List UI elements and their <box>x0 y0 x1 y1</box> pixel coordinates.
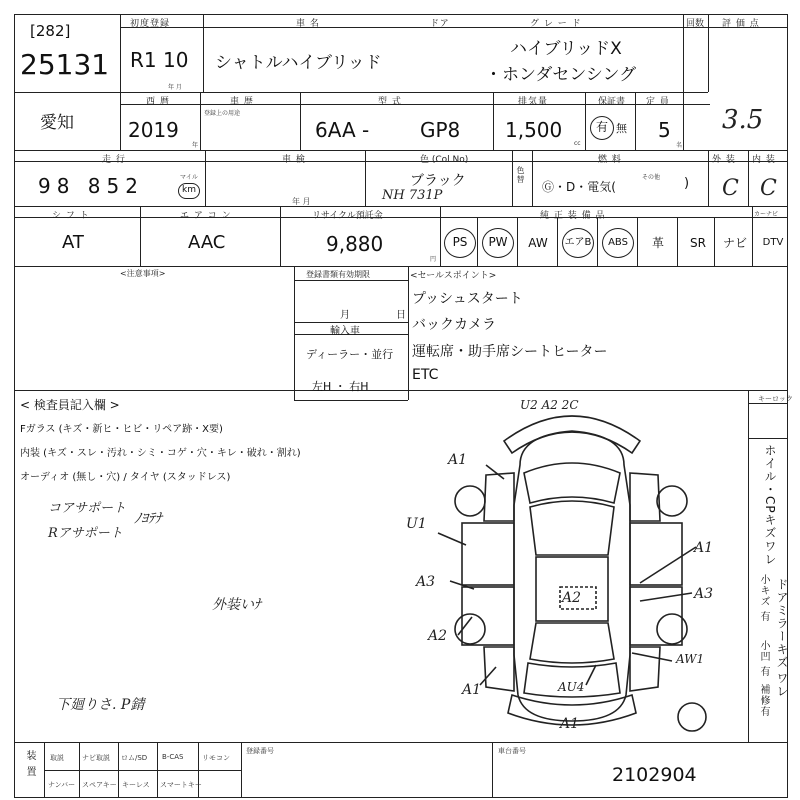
diagram-a3-right: A3 <box>694 586 714 602</box>
caution-label: <注意事項> <box>120 269 166 278</box>
doors-label: ドア <box>430 19 450 29</box>
equipment-pw-1: PW <box>482 228 514 258</box>
label-line-r3 <box>14 161 788 162</box>
diagram-au4: AU4 <box>558 680 585 694</box>
v-r4-e6 <box>677 217 678 266</box>
recycle-label: リサイクル預託金 <box>312 211 383 221</box>
import-label: 輸入車 <box>330 326 360 337</box>
diagram-a2-center: A2 <box>562 590 582 606</box>
regdoc-month: 月 <box>340 310 350 321</box>
ft-item-6: ナンバー <box>48 781 76 789</box>
inspection-label: 車 検 <box>282 155 306 165</box>
equipment-sr-6: SR <box>690 236 706 250</box>
lot-bracket: [282] <box>30 22 71 40</box>
exterior-value: C <box>722 176 739 201</box>
right-front-door <box>630 523 682 585</box>
keylock-legend-3: ドアミラーキズ <box>775 578 789 669</box>
row-line-4 <box>14 266 788 267</box>
inspector-fglass: Fガラス (キズ・新ヒ・ヒビ・リペア跡・X要) <box>20 424 223 435</box>
color-change-label: 色替 <box>516 166 525 184</box>
equipment-aw-2: AW <box>528 236 548 250</box>
mark-a1-front-left <box>486 465 504 479</box>
diagram-a3-left: A3 <box>416 574 436 590</box>
label-line-r4 <box>14 217 788 218</box>
v-r4-e7 <box>714 217 715 266</box>
row-line-3 <box>14 206 788 207</box>
type-code: GP8 <box>420 118 461 142</box>
equipment-abs-4: ABS <box>602 228 634 258</box>
notes-line-4 <box>294 400 408 401</box>
v-r4-a <box>140 206 141 266</box>
inspector-interior: 内装 (キズ・スレ・汚れ・シミ・コゲ・穴・キレ・破れ・割れ) <box>20 448 301 459</box>
keylock-line-2 <box>748 438 788 439</box>
sales-point-2: バックカメラ <box>412 317 496 333</box>
v-r1-d <box>708 14 709 92</box>
equipment-ps-0: PS <box>444 228 476 258</box>
keylock-legend-2: 小キズ 有 <box>758 574 769 623</box>
capacity-value: 5 <box>658 118 671 142</box>
v-r4-e3 <box>557 217 558 266</box>
ft-item-8: キーレス <box>122 781 150 789</box>
v-r4-c <box>440 206 441 266</box>
equipment-label: 純 正 装 備 品 <box>540 211 606 221</box>
inspector-title: < 検査員記入欄 > <box>20 398 120 412</box>
v-r3-a <box>205 150 206 206</box>
rear-window <box>530 623 614 663</box>
color-code: NH 731P <box>382 188 443 203</box>
first-reg-label: 初度登録 <box>130 19 171 29</box>
color-value: ブラック <box>410 173 466 189</box>
v-r4-e1 <box>477 217 478 266</box>
type-label: 型 式 <box>378 97 402 107</box>
ft-item-9: スマートキー <box>160 781 202 789</box>
fuel-options: Ⓖ・D・電気( <box>542 180 616 194</box>
displacement-label: 排気量 <box>518 97 549 107</box>
displacement-unit: cc <box>574 140 581 147</box>
equipment--5: 革 <box>651 236 664 250</box>
mileage-value: 98 852 <box>38 174 144 198</box>
grade-line-2: ・ホンダセンシング <box>485 65 637 85</box>
mark-a3-right <box>640 593 692 601</box>
fuel-label: 燃 料 <box>598 155 622 165</box>
recycle-value: 9,880 <box>326 232 384 256</box>
left-rear-fender <box>484 647 514 691</box>
steering-label: 左H ・ 右H <box>312 380 369 393</box>
owner-region: 愛知 <box>40 113 74 133</box>
v-ft-6 <box>241 742 242 798</box>
inspector-note-4: 外装いﾅ <box>212 597 261 613</box>
capacity-label: 定 員 <box>646 97 670 107</box>
left-front-door <box>462 523 514 585</box>
carnavi-label: カーナビ <box>754 211 779 218</box>
wheel-front-left <box>455 486 485 516</box>
v-r2-b <box>300 92 301 150</box>
sales-point-1: プッシュスタート <box>412 291 523 307</box>
recycle-unit: 円 <box>430 256 437 263</box>
reg-number-label: 登録番号 <box>246 747 274 755</box>
regdoc-day: 日 <box>396 310 406 321</box>
inspector-note-2: Rアサポート <box>48 526 123 541</box>
row-line-2 <box>14 150 788 151</box>
mark-au4 <box>586 665 596 685</box>
chassis-value: 2102904 <box>612 764 697 786</box>
interior-label: 内 装 <box>752 155 776 165</box>
ft-item-5: リモコン <box>202 754 230 762</box>
model-name: シャトルハイブリッド <box>215 53 382 73</box>
regdoc-label: 登録書類有効期限 <box>306 270 370 279</box>
inspection-units: 年 月 <box>292 197 311 206</box>
v-r3-e <box>708 150 709 206</box>
roof <box>536 557 608 621</box>
v-r2-e <box>635 92 636 150</box>
year-label: 西 暦 <box>146 97 170 107</box>
inspector-audio: オーディオ (無し・穴) / タイヤ (スタッドレス) <box>20 472 231 483</box>
keylock-legend-7: ワレ <box>775 672 789 698</box>
v-r3-d <box>532 150 533 206</box>
exterior-label: 外 装 <box>712 155 736 165</box>
body-label: 車 歴 <box>230 97 254 107</box>
v-r1-b <box>203 14 204 92</box>
right-front-fender <box>630 473 660 521</box>
grade-line-1: ハイブリッドX <box>510 39 622 59</box>
mark-aw1-right <box>632 653 672 661</box>
ft-item-7: スペアキー <box>82 781 117 789</box>
warranty-yes: 有 <box>590 116 614 140</box>
mark-a1-bl <box>480 667 496 685</box>
fuel-close: ) <box>684 176 690 191</box>
inspector-note-3: ﾉﾖﾃﾅ <box>134 511 162 527</box>
displacement-value: 1,500 <box>505 118 563 142</box>
inspector-note-1: コアサポート <box>48 501 127 516</box>
v-notes-a <box>294 266 295 400</box>
v-r1-a <box>120 14 121 150</box>
year-unit: 年 <box>192 142 199 149</box>
body-note: 登録上の用途 <box>204 110 241 117</box>
car-body-outline <box>514 431 630 721</box>
model-label: 車 名 <box>296 19 320 29</box>
v-r4-e8 <box>752 206 753 266</box>
color-label: 色 (Col.No) <box>420 155 469 165</box>
v-r3-f <box>748 150 749 206</box>
diagram-aw1-right: AW1 <box>676 652 705 666</box>
diagram-a2-left: A2 <box>428 628 448 644</box>
v-keylock <box>748 390 749 742</box>
diagram-a1-bottom-left: A1 <box>462 682 482 698</box>
ac-value: AAC <box>188 232 226 253</box>
chassis-label: 車台番号 <box>498 747 526 755</box>
diagram-a1-left: A1 <box>448 452 468 468</box>
dealer-label: ディーラー・並行 <box>306 348 394 361</box>
equipment-dtv-8: DTV <box>762 237 784 248</box>
mileage-unit-km: km <box>178 183 200 199</box>
notes-line-1 <box>294 280 408 281</box>
shift-value: AT <box>62 232 84 253</box>
lot-number: 25131 <box>20 48 110 81</box>
left-front-fender <box>484 473 514 521</box>
v-r1-c <box>683 14 684 150</box>
wheel-front-right <box>657 486 687 516</box>
windshield <box>530 501 614 555</box>
diagram-top: U2 A2 2C <box>520 398 579 412</box>
warranty-label: 保証書 <box>598 97 626 107</box>
capacity-unit: 名 <box>676 142 683 149</box>
equipment--7: ナビ <box>722 236 747 250</box>
v-r4-e2 <box>517 217 518 266</box>
ac-label: エ ア コ ン <box>180 211 232 221</box>
spare-wheel <box>678 703 706 731</box>
sales-point-3: 運転席・助手席シートヒーター <box>412 344 608 360</box>
inspector-note-5: 下廻りさ. P錆 <box>56 697 145 713</box>
ft-item-2: ナビ取説 <box>82 754 110 762</box>
mileage-unit-upper: マイル <box>180 174 198 181</box>
front-bumper <box>504 416 640 453</box>
sales-label: <セールスポイント> <box>410 271 497 281</box>
label-line-r1 <box>120 27 710 28</box>
v-r3-b <box>365 150 366 206</box>
row-line-5 <box>14 390 788 391</box>
v-r4-b <box>280 206 281 266</box>
grade-label: グ レ ー ド <box>530 19 582 29</box>
hood <box>524 463 620 503</box>
mileage-label: 走 行 <box>102 155 126 165</box>
sales-point-4: ETC <box>412 367 439 383</box>
warranty-no: 無 <box>616 122 627 135</box>
v-notes-b <box>408 266 409 400</box>
v-r4-e5 <box>637 217 638 266</box>
first-reg-value: R1 10 <box>130 48 189 72</box>
score-value: 3.5 <box>722 105 764 135</box>
keylock-legend-4: 小凹 有 <box>758 640 769 678</box>
count-label: 回数 <box>686 19 705 29</box>
first-reg-units: 年 月 <box>168 84 182 91</box>
left-rear-door <box>462 587 514 645</box>
v-r3-c <box>512 150 513 206</box>
keylock-legend-6: ワレ <box>763 540 777 566</box>
footer-col1: 装置 <box>24 750 35 782</box>
v-ft-7 <box>492 742 493 798</box>
v-r2-c <box>493 92 494 150</box>
v-r2-d <box>585 92 586 150</box>
equipment-b-3: エアB <box>562 228 594 258</box>
row-line-1 <box>14 92 708 93</box>
ft-item-4: B-CAS <box>162 753 184 761</box>
keylock-legend-5: 補修有 <box>758 684 769 717</box>
shift-label: シ フ ト <box>52 211 90 221</box>
ft-item-1: 取説 <box>50 754 64 762</box>
v-r2-a <box>200 92 201 150</box>
ft-item-3: ロム/SD <box>121 754 148 762</box>
interior-value: C <box>760 176 777 201</box>
mark-a2-left <box>458 617 472 635</box>
mark-a1-right <box>640 547 696 583</box>
year-value: 2019 <box>128 118 179 142</box>
keylock-label: キーロック <box>758 395 793 403</box>
v-r4-e4 <box>597 217 598 266</box>
score-label: 評 価 点 <box>722 19 760 29</box>
fuel-other: その他 <box>642 174 661 181</box>
ft-mid <box>44 770 241 771</box>
diagram-a1-right: A1 <box>694 540 714 556</box>
keylock-legend-1: ホイル・CPキズ <box>763 444 777 540</box>
diagram-a1-bottom: A1 <box>560 716 580 732</box>
row-line-6 <box>14 742 788 743</box>
diagram-u1-left: U1 <box>406 516 427 532</box>
type-prefix: 6AA - <box>315 118 370 142</box>
